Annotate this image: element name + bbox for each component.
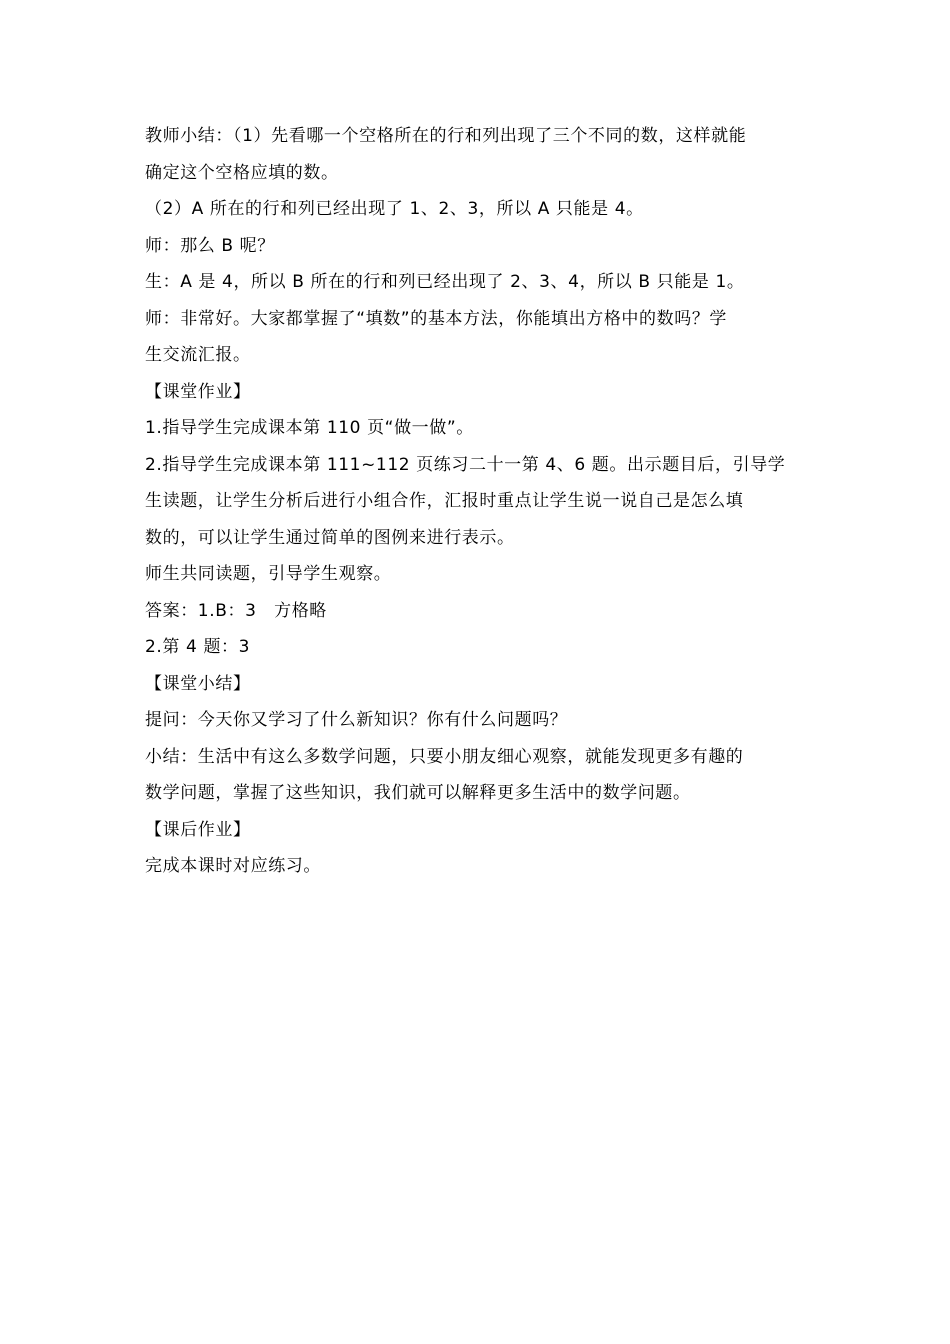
summary-point-2 [145,191,810,228]
classwork-item-1 [145,410,810,447]
text-line: 数的，可以让学生通过简单的图例来进行表示。 [145,527,515,548]
text-line: 师：非常好。大家都掌握了“填数”的基本方法，你能填出方格中的数吗？学 [145,308,728,329]
section-heading-class-summary [145,666,810,703]
text-line: 师：那么 B 呢？ [145,235,275,256]
teacher-summary-paragraph [145,118,810,191]
text-line: 2.指导学生完成课本第 111~112 页练习二十一第 4、6 题。出示题目后，引导学 [145,454,786,475]
text-line: 生：A 是 4，所以 B 所在的行和列已经出现了 2、3、4，所以 B 只能是 1。 [145,272,745,292]
text-line: 教师小结：（1）先看哪一个空格所在的行和列出现了三个不同的数，这样就能 [145,126,747,146]
classwork-item-2 [145,447,810,557]
text-line: 确定这个空格应填的数。 [145,162,339,183]
text-line: 提问：今天你又学习了什么新知识？你有什么问题吗？ [145,710,568,730]
section-heading: 【课堂作业】 [145,381,251,402]
text-line: 完成本课时对应练习。 [145,856,321,876]
text-line: 生读题，让学生分析后进行小组合作，汇报时重点让学生说一说自己是怎么填 [145,491,744,511]
section-heading: 【课堂小结】 [145,673,251,694]
section-heading: 【课后作业】 [145,819,251,840]
answer-line-1 [145,593,810,630]
reading-instruction [145,556,810,593]
teacher-question [145,228,810,265]
summary-paragraph [145,739,810,812]
section-heading-homework [145,812,810,849]
section-heading-classwork [145,374,810,411]
text-line: （2）A 所在的行和列已经出现了 1、2、3，所以 A 只能是 4。 [145,199,644,219]
homework-instruction [145,848,810,885]
text-line: 小结：生活中有这么多数学问题，只要小朋友细心观察，就能发现更多有趣的 [145,746,744,767]
text-line: 数学问题，掌握了这些知识，我们就可以解释更多生活中的数学问题。 [145,783,691,803]
answer-line-2 [145,629,810,666]
text-line: 答案：1.B：3 方格略 [145,600,327,621]
text-line: 生交流汇报。 [145,345,251,365]
text-line: 2.第 4 题：3 [145,637,251,657]
student-answer [145,264,810,301]
question-prompt [145,702,810,739]
text-line: 1.指导学生完成课本第 110 页“做一做”。 [145,418,474,438]
teacher-praise-paragraph [145,301,810,374]
document-body [145,118,810,885]
text-line: 师生共同读题，引导学生观察。 [145,564,392,584]
